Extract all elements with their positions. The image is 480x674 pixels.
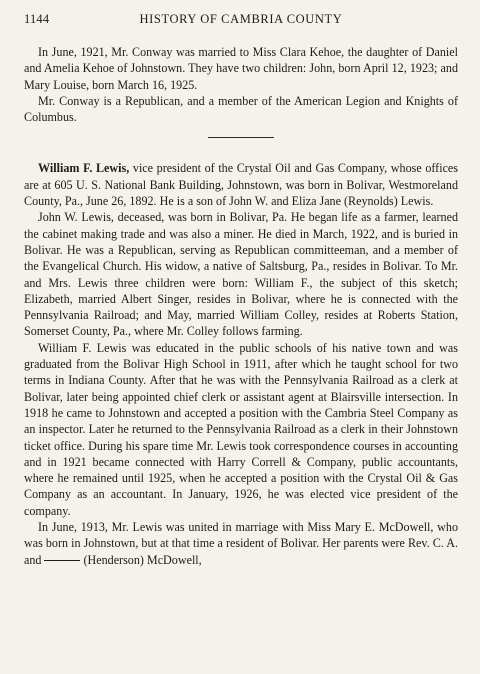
paragraph-conway-affiliations: Mr. Conway is a Republican, and a member of the American Legion and Knights of Columbus. [24, 93, 458, 125]
page-header [24, 12, 458, 32]
biography-subject-name: William F. Lewis, [38, 161, 130, 176]
lewis-intro-text: vice president of the Crystal Oil and Gas Company, whose offices are at 605 U. S. National Bank Building, Johnstown, was born in Bolivar, Westmoreland County, Pa., June 26, 1892. He is a son of John W. and Eliza Jane (Reynolds) Lewis. [24, 161, 459, 209]
paragraph-lewis-intro [24, 160, 458, 209]
paragraph-lewis-career: William F. Lewis was educated in the public schools of his native town and was graduated from the Bolivar High School in 1911, after which he taught school for two terms in Indiana County. After that he was with the Pennsylvania Railroad as a clerk at Bolivar, later being appointed chief clerk or assistant agent at Blairsville intersection. In 1918 he came to Johnstown and accepted a position with the Cambria Steel Company as an inspector. Later he returned to the Pennsylvania Railroad as a clerk in their Johnstown ticket office. During his spare time Mr. Lewis took correspondence courses in accounting and in 1921 became connected with Harry Correll & Company, public accountants, where he remained until 1925, when he accepted a position with the Crystal Oil & Gas Company as an accountant. In January, 1926, he was elected vice president of the company. [24, 340, 458, 518]
name-omission-dash [44, 560, 80, 561]
section-divider [208, 137, 274, 138]
paragraph-conway-marriage: In June, 1921, Mr. Conway was married to Miss Clara Kehoe, the daughter of Daniel and Amelia Kehoe of Johnstown. They have two children: John, born April 12, 1923; and Mary Louise, born March 16, 1925. [24, 45, 458, 92]
paragraph-lewis-marriage [24, 519, 458, 568]
page-number: 1144 [24, 12, 50, 26]
lewis-marriage-text-end: (Henderson) McDowell, [83, 552, 202, 567]
body-text [24, 44, 458, 568]
lewis-marriage-text: In June, 1913, Mr. Lewis was united in marriage with Miss Mary E. McDowell, who was born in Johnstown, but at that time a resident of Bolivar. Her parents were Rev. C. A. and [24, 520, 458, 567]
paragraph-lewis-father: John W. Lewis, deceased, was born in Bolivar, Pa. He began life as a farmer, learned the cabinet making trade and was also a miner. He died in March, 1922, and is buried in Bolivar. He was a Republican, serving as Republican committeeman, and a member of the Evangelical Church. His widow, a native of Saltsburg, Pa., resides in Bolivar. To Mr. and Mrs. Lewis three children were born: William F., the subject of this sketch; Elizabeth, married Albert Singer, resides in Bolivar, where he is connected with the Pennsylvania Railroad; and May, married William Colley, resides at Roberts Station, Somerset County, Pa., where Mr. Colley follows farming. [24, 210, 458, 339]
running-head: HISTORY OF CAMBRIA COUNTY [139, 12, 343, 26]
